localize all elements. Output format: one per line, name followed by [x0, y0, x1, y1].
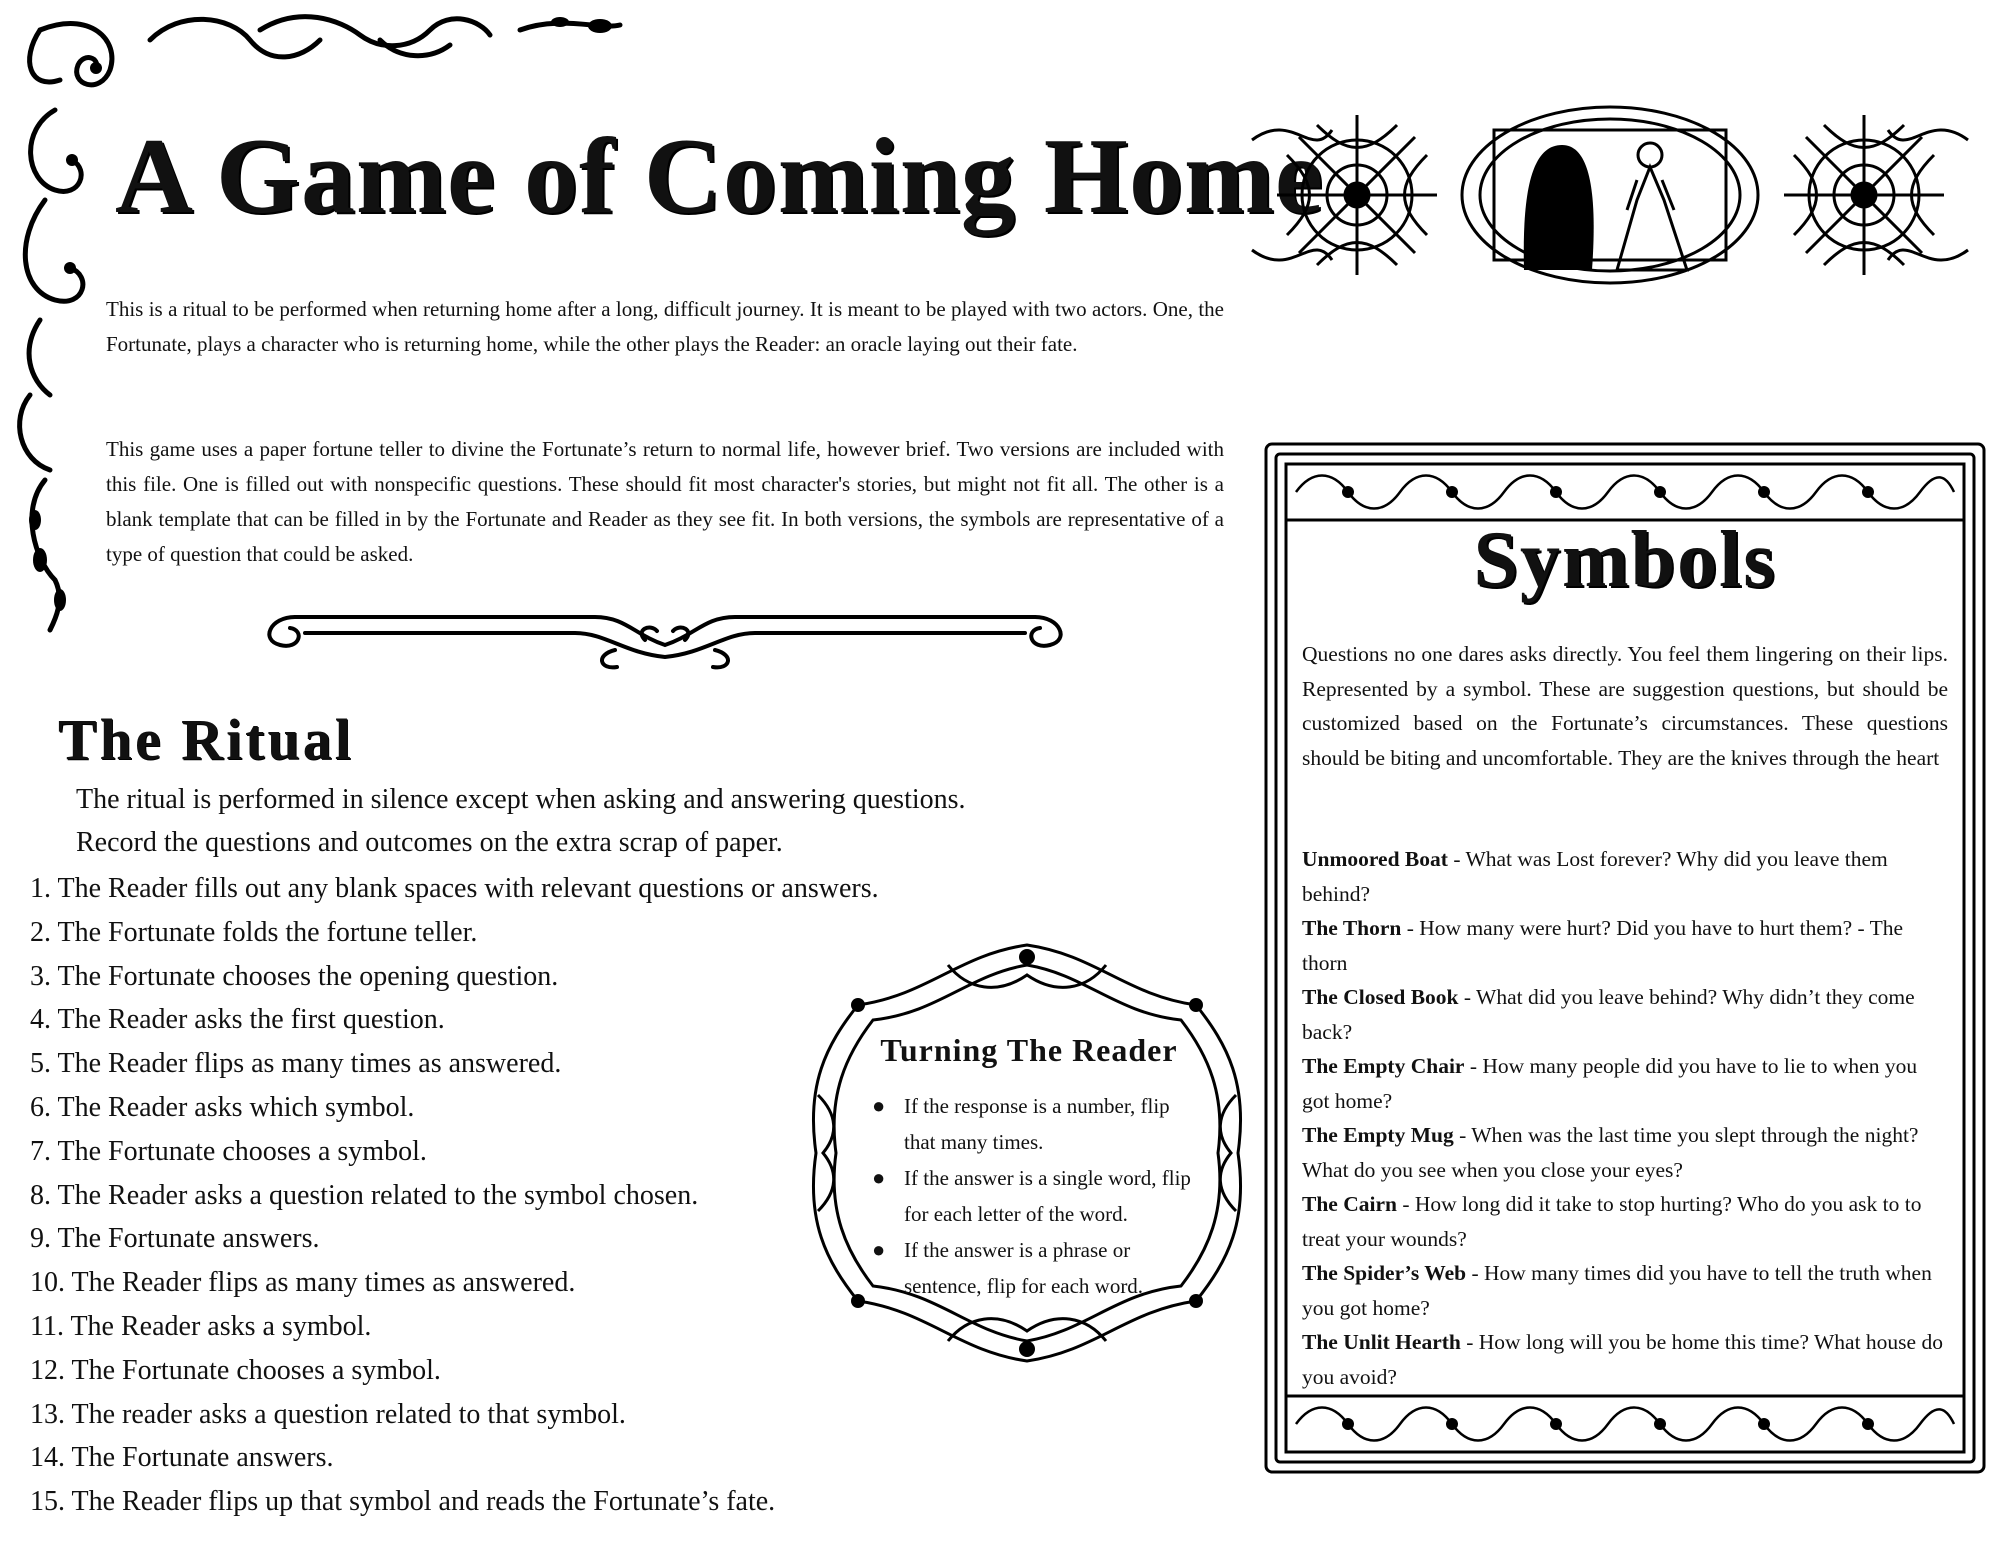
- page-title: A Game of Coming Home: [115, 117, 1324, 236]
- ritual-step: 13. The reader asks a question related to that symbol.: [30, 1398, 626, 1430]
- bullet-icon: ●: [872, 1093, 886, 1118]
- turning-item: [872, 1232, 1198, 1304]
- symbol-name: The Unlit Hearth: [1302, 1330, 1461, 1354]
- symbol-text: - How many were hurt? Did you have to hurt them? - The thorn: [1302, 916, 1904, 975]
- ritual-step: 6. The Reader asks which symbol.: [30, 1091, 415, 1123]
- ritual-step: 4. The Reader asks the first question.: [30, 1004, 445, 1036]
- symbol-text: - How long will you be home this time? What house do you avoid?: [1302, 1330, 1943, 1389]
- symbol-item: [1302, 1187, 1948, 1256]
- symbol-item: [1302, 1118, 1948, 1187]
- ornamental-banner-image: [1232, 100, 1988, 290]
- symbol-item: [1302, 911, 1948, 980]
- bullet-icon: ●: [872, 1165, 886, 1190]
- bullet-icon: ●: [872, 1237, 886, 1262]
- ritual-step: 1. The Reader fills out any blank spaces with relevant questions or answers.: [30, 873, 879, 904]
- ritual-step: 8. The Reader asks a question related to the symbol chosen.: [30, 1179, 699, 1211]
- ritual-intro-1: The ritual is performed in silence except when asking and answering questions.: [76, 784, 966, 815]
- symbol-text: - How long did it take to stop hurting? Who do you ask to to treat your wounds?: [1302, 1192, 1922, 1251]
- symbol-name: The Thorn: [1302, 916, 1402, 940]
- symbol-text: - What was Lost forever? Why did you leave them behind?: [1302, 847, 1888, 906]
- turning-list: [872, 1088, 1198, 1304]
- ritual-step: 10. The Reader flips as many times as answered.: [30, 1267, 576, 1299]
- symbol-item: [1302, 842, 1948, 911]
- symbol-item: [1302, 1256, 1948, 1325]
- turning-heading: Turning The Reader: [880, 1032, 1178, 1068]
- symbol-text: - How many times did you have to tell the truth when you got home?: [1302, 1261, 1932, 1320]
- turning-item-text: If the response is a number, flip that many times.: [904, 1094, 1170, 1154]
- symbol-name: The Spider’s Web: [1302, 1261, 1467, 1285]
- turning-item-text: If the answer is a single word, flip for each letter of the word.: [904, 1166, 1191, 1226]
- scroll-divider: [255, 595, 1075, 675]
- ritual-step: 14. The Fortunate answers.: [30, 1442, 334, 1474]
- ritual-step: 2. The Fortunate folds the fortune teller.: [30, 916, 478, 948]
- symbol-item: [1302, 1325, 1948, 1394]
- turning-item: [872, 1160, 1198, 1232]
- intro-paragraph-2: This game uses a paper fortune teller to divine the Fortunate’s return to normal life, however brief. Two versions are included with this file. One is filled out with nonspecific questions. These should fit most character's stories, but might not fit all. The other is a blank template that can be filled in by the Fortunate and Reader as they see fit. In both versions, the symbols are representative of a type of question that could be asked.: [106, 437, 1224, 566]
- symbols-list: [1302, 842, 1948, 1394]
- symbols-intro: Questions no one dares asks directly. You feel them lingering on their lips. Represented by a symbol. These are suggestion questions, but should be customized based on the Fortunate’s circumstances. These questions should be biting and uncomfortable. They are the knives through the heart: [1302, 642, 1948, 770]
- symbol-name: The Cairn: [1302, 1192, 1397, 1216]
- symbol-item: [1302, 1049, 1948, 1118]
- symbol-text: - How many people did you have to lie to when you got home?: [1302, 1054, 1918, 1113]
- ritual-step: 7. The Fortunate chooses a symbol.: [30, 1135, 427, 1167]
- ritual-step: 15. The Reader flips up that symbol and reads the Fortunate’s fate.: [30, 1486, 776, 1518]
- turning-item-text: If the answer is a phrase or sentence, flip for each word.: [904, 1238, 1144, 1298]
- ritual-steps-list: [30, 867, 879, 1524]
- turning-item: [872, 1088, 1198, 1160]
- ritual-heading: The Ritual: [58, 707, 354, 772]
- symbol-text: - When was the last time you slept through the night? What do you see when you close your eyes?: [1302, 1123, 1919, 1182]
- symbol-name: The Closed Book: [1302, 985, 1459, 1009]
- symbol-text: - What did you leave behind? Why didn’t they come back?: [1302, 985, 1915, 1044]
- ritual-step: 12. The Fortunate chooses a symbol.: [30, 1354, 441, 1386]
- ritual-step: 3. The Fortunate chooses the opening question.: [30, 960, 559, 992]
- ritual-intro-2: Record the questions and outcomes on the extra scrap of paper.: [76, 827, 783, 858]
- symbol-item: [1302, 980, 1948, 1049]
- ritual-step: 5. The Reader flips as many times as answered.: [30, 1048, 562, 1080]
- symbol-name: The Empty Mug: [1302, 1123, 1454, 1147]
- symbols-heading: Symbols: [1473, 516, 1777, 604]
- symbol-name: Unmoored Boat: [1302, 847, 1448, 871]
- ritual-step: 11. The Reader asks a symbol.: [30, 1310, 372, 1342]
- intro-paragraph-1: This is a ritual to be performed when returning home after a long, difficult journey. It is meant to be played with two actors. One, the Fortunate, plays a character who is returning home, while the other plays the Reader: an oracle laying out their fate.: [106, 297, 1224, 356]
- symbol-name: The Empty Chair: [1302, 1054, 1465, 1078]
- ritual-step: 9. The Fortunate answers.: [30, 1223, 320, 1255]
